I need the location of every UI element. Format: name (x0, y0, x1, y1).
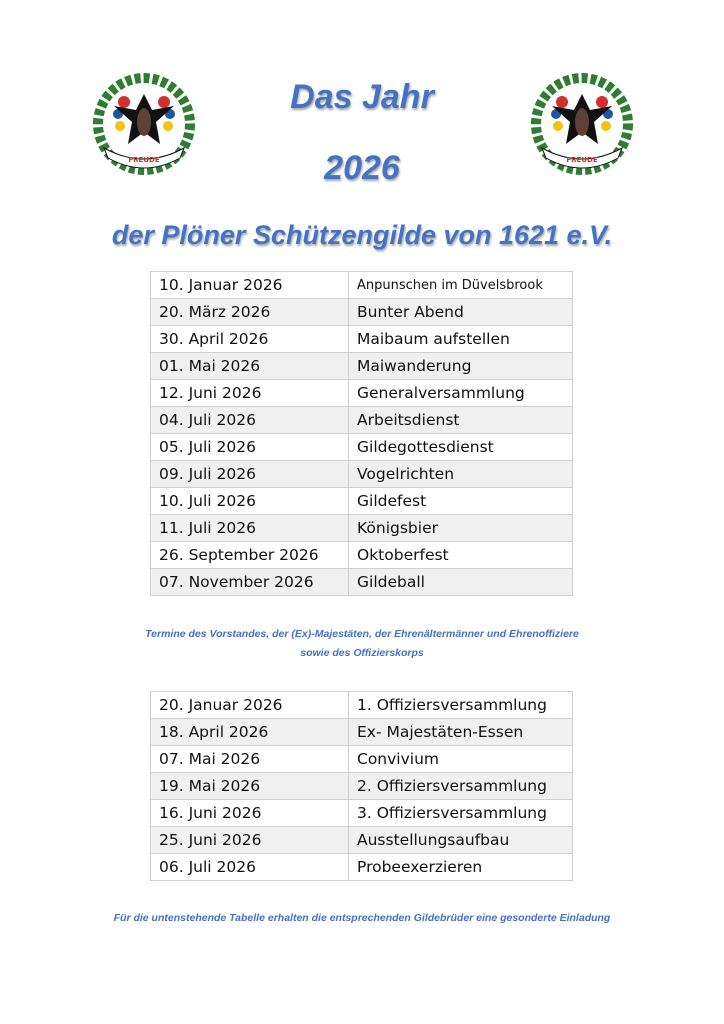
emblem-banner-text: FREUDE (566, 156, 598, 164)
table-row (151, 773, 573, 800)
event-name: Königsbier (349, 515, 573, 542)
event-date: 07. Mai 2026 (151, 746, 349, 773)
table-row (151, 353, 573, 380)
event-name: Vogelrichten (349, 461, 573, 488)
title-year: 2026 (324, 149, 400, 187)
event-name: 2. Offiziersversammlung (349, 773, 573, 800)
table-row (151, 434, 573, 461)
table-row (151, 488, 573, 515)
event-name: Convivium (349, 746, 573, 773)
event-date: 26. September 2026 (151, 542, 349, 569)
event-date: 04. Juli 2026 (151, 407, 349, 434)
table-row (151, 692, 573, 719)
table-row (151, 827, 573, 854)
event-name: Anpunschen im Düvelsbrook (349, 272, 573, 299)
table-row (151, 461, 573, 488)
event-date: 09. Juli 2026 (151, 461, 349, 488)
event-name: 1. Offiziersversammlung (349, 692, 573, 719)
table-row (151, 746, 573, 773)
event-name: Gildeball (349, 569, 573, 596)
event-date: 07. November 2026 (151, 569, 349, 596)
event-date: 06. Juli 2026 (151, 854, 349, 881)
event-date: 18. April 2026 (151, 719, 349, 746)
bottom-note: Für die untenstehende Tabelle erhalten die entsprechenden Gildebrüder eine gesonderte Einladung (113, 912, 611, 924)
table-row (151, 800, 573, 827)
event-name: Ausstellungsaufbau (349, 827, 573, 854)
table-row (151, 515, 573, 542)
title-line-1: Das Jahr (290, 78, 434, 116)
table-row (151, 569, 573, 596)
officers-events-table (150, 691, 573, 881)
table-row (151, 299, 573, 326)
event-date: 19. Mai 2026 (151, 773, 349, 800)
table-row (151, 542, 573, 569)
event-date: 10. Juli 2026 (151, 488, 349, 515)
table-row (151, 272, 573, 299)
table-row (151, 380, 573, 407)
event-date: 10. Januar 2026 (151, 272, 349, 299)
event-name: Ex- Majestäten-Essen (349, 719, 573, 746)
table-row (151, 854, 573, 881)
public-events-table (150, 271, 573, 596)
officers-note-line-1: Termine des Vorstandes, der (Ex)-Majestäten, der Ehrenältermänner und Ehrenoffiziere (145, 628, 579, 640)
event-name: Maibaum aufstellen (349, 326, 573, 353)
event-date: 20. März 2026 (151, 299, 349, 326)
event-date: 05. Juli 2026 (151, 434, 349, 461)
event-name: Generalversammlung (349, 380, 573, 407)
emblem-banner-text: FREUDE (128, 156, 160, 164)
event-date: 01. Mai 2026 (151, 353, 349, 380)
event-date: 12. Juni 2026 (151, 380, 349, 407)
subtitle: der Plöner Schützengilde von 1621 e.V. (111, 220, 613, 250)
event-name: Probeexerzieren (349, 854, 573, 881)
event-date: 30. April 2026 (151, 326, 349, 353)
officers-note (0, 625, 724, 663)
event-date: 11. Juli 2026 (151, 515, 349, 542)
event-name: Arbeitsdienst (349, 407, 573, 434)
event-name: Gildegottesdienst (349, 434, 573, 461)
officers-note-line-2: sowie des Offizierskorps (300, 647, 424, 659)
event-date: 25. Juni 2026 (151, 827, 349, 854)
event-name: 3. Offiziersversammlung (349, 800, 573, 827)
table-row (151, 407, 573, 434)
event-name: Gildefest (349, 488, 573, 515)
event-name: Oktoberfest (349, 542, 573, 569)
event-name: Bunter Abend (349, 299, 573, 326)
event-date: 16. Juni 2026 (151, 800, 349, 827)
table-row (151, 326, 573, 353)
event-date: 20. Januar 2026 (151, 692, 349, 719)
table-row (151, 719, 573, 746)
event-name: Maiwanderung (349, 353, 573, 380)
